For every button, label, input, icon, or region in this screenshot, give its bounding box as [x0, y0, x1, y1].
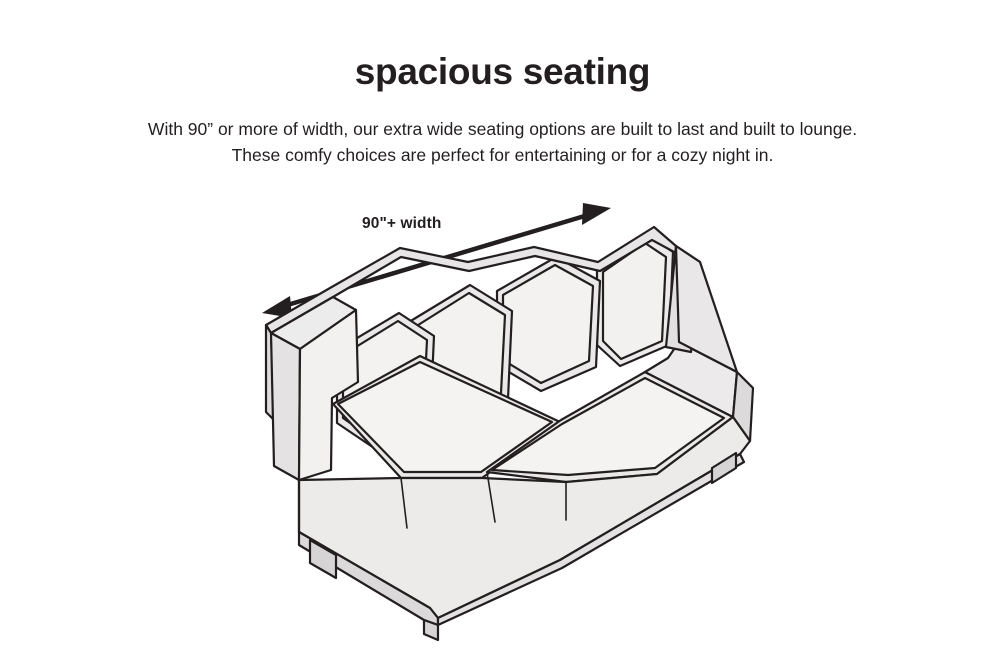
dimension-label: 90"+ width — [362, 215, 442, 232]
subtitle-line-2: These comfy choices are perfect for entertaining or for a cozy night in. — [231, 145, 774, 166]
sofa-body — [266, 227, 753, 640]
subtitle-line-1: With 90” or more of width, our extra wide seating options are built to last and built to lounge. — [147, 119, 858, 139]
page-title: spacious seating — [354, 51, 651, 92]
